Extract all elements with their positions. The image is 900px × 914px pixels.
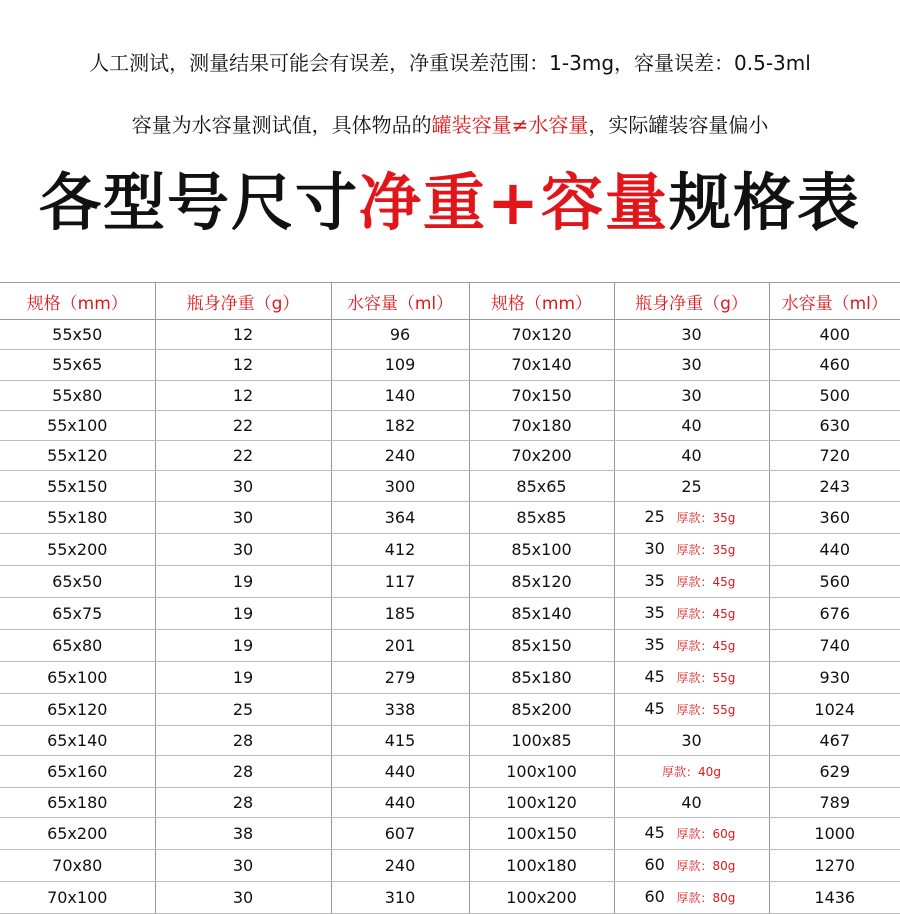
cell-weight-a: 19 <box>155 565 331 597</box>
cell-capacity-b: 400 <box>769 320 900 350</box>
cell-capacity-a: 440 <box>331 756 469 788</box>
cell-capacity-a: 440 <box>331 788 469 818</box>
cell-weight-a: 22 <box>155 441 331 471</box>
cell-spec-b: 85x200 <box>469 693 614 725</box>
table-row <box>0 693 900 725</box>
cell-capacity-a: 240 <box>331 441 469 471</box>
cell-capacity-b: 676 <box>769 597 900 629</box>
cell-spec-a: 65x50 <box>0 565 155 597</box>
weight-standard: 60 <box>644 855 665 875</box>
cell-weight-a: 30 <box>155 882 331 914</box>
cell-spec-b: 85x180 <box>469 661 614 693</box>
cell-capacity-b: 629 <box>769 756 900 788</box>
cell-spec-b: 85x150 <box>469 629 614 661</box>
table-row <box>0 533 900 565</box>
cell-spec-a: 55x150 <box>0 471 155 501</box>
cell-spec-b: 70x140 <box>469 350 614 380</box>
cell-spec-b: 70x120 <box>469 320 614 350</box>
weight-standard: 40 <box>681 446 702 466</box>
cell-capacity-b: 789 <box>769 788 900 818</box>
cell-weight-a: 30 <box>155 850 331 882</box>
cell-capacity-a: 240 <box>331 850 469 882</box>
cell-spec-b: 85x120 <box>469 565 614 597</box>
table-body <box>0 320 900 914</box>
weight-standard: 25 <box>681 476 702 496</box>
cell-spec-a: 55x180 <box>0 501 155 533</box>
weight-standard: 30 <box>681 385 702 405</box>
cell-spec-a: 65x140 <box>0 725 155 755</box>
cell-spec-a: 55x50 <box>0 320 155 350</box>
cell-spec-a: 65x200 <box>0 818 155 850</box>
header-capacity-b: 水容量（ml） <box>769 283 900 320</box>
spec-table <box>0 282 900 914</box>
cell-spec-b: 85x85 <box>469 501 614 533</box>
cell-capacity-b: 740 <box>769 629 900 661</box>
weight-thick-variant: 厚款：80g <box>676 859 736 874</box>
cell-spec-a: 55x65 <box>0 350 155 380</box>
cell-capacity-a: 415 <box>331 725 469 755</box>
header-weight-b: 瓶身净重（g） <box>614 283 769 320</box>
cell-capacity-b: 243 <box>769 471 900 501</box>
title-part1: 各型号尺寸 <box>39 166 360 239</box>
cell-spec-a: 65x120 <box>0 693 155 725</box>
weight-standard: 45 <box>644 666 665 686</box>
table-row <box>0 629 900 661</box>
title-highlight: 净重+容量 <box>359 166 669 239</box>
cell-spec-b: 100x120 <box>469 788 614 818</box>
header-weight-a: 瓶身净重（g） <box>155 283 331 320</box>
cell-capacity-a: 364 <box>331 501 469 533</box>
cell-weight-a: 12 <box>155 320 331 350</box>
cell-weight-b <box>614 350 769 380</box>
weight-standard: 30 <box>681 730 702 750</box>
cell-weight-a: 19 <box>155 661 331 693</box>
weight-thick-variant: 厚款：80g <box>676 891 736 906</box>
weight-thick-variant: 厚款：35g <box>676 542 736 557</box>
table-row <box>0 441 900 471</box>
table-row <box>0 661 900 693</box>
cell-capacity-a: 300 <box>331 471 469 501</box>
cell-capacity-b: 440 <box>769 533 900 565</box>
cell-capacity-b: 720 <box>769 441 900 471</box>
table-row <box>0 410 900 440</box>
cell-capacity-b: 467 <box>769 725 900 755</box>
cell-capacity-b: 630 <box>769 410 900 440</box>
cell-weight-b <box>614 501 769 533</box>
weight-standard: 30 <box>644 538 665 558</box>
cell-weight-a: 19 <box>155 629 331 661</box>
header-spec-a: 规格（mm） <box>0 283 155 320</box>
cell-weight-b <box>614 565 769 597</box>
cell-spec-a: 65x100 <box>0 661 155 693</box>
cell-capacity-a: 182 <box>331 410 469 440</box>
cell-weight-a: 19 <box>155 597 331 629</box>
cell-spec-a: 65x180 <box>0 788 155 818</box>
weight-thick-variant: 厚款：40g <box>662 765 721 780</box>
cell-weight-a: 30 <box>155 471 331 501</box>
cell-capacity-b: 360 <box>769 501 900 533</box>
cell-capacity-a: 310 <box>331 882 469 914</box>
weight-thick-variant: 厚款：45g <box>676 574 736 589</box>
cell-weight-a: 28 <box>155 725 331 755</box>
cell-capacity-b: 930 <box>769 661 900 693</box>
capacity-note-part3: ，实际罐装容量偏小 <box>588 113 769 137</box>
weight-thick-variant: 厚款：60g <box>676 827 736 842</box>
cell-capacity-a: 412 <box>331 533 469 565</box>
cell-spec-a: 55x200 <box>0 533 155 565</box>
cell-spec-a: 65x75 <box>0 597 155 629</box>
weight-standard: 45 <box>644 698 665 718</box>
cell-capacity-a: 96 <box>331 320 469 350</box>
cell-spec-a: 55x120 <box>0 441 155 471</box>
cell-spec-b: 70x200 <box>469 441 614 471</box>
cell-weight-a: 38 <box>155 818 331 850</box>
cell-weight-b <box>614 320 769 350</box>
cell-spec-a: 70x100 <box>0 882 155 914</box>
cell-spec-a: 55x100 <box>0 410 155 440</box>
page-title <box>0 163 900 243</box>
cell-spec-b: 100x150 <box>469 818 614 850</box>
cell-weight-b <box>614 533 769 565</box>
table-row <box>0 471 900 501</box>
measurement-error-note: 人工测试，测量结果可能会有误差，净重误差范围：1-3mg，容量误差：0.5-3ml <box>89 51 811 75</box>
cell-capacity-a: 140 <box>331 380 469 410</box>
table-row <box>0 501 900 533</box>
cell-spec-b: 85x100 <box>469 533 614 565</box>
table-row <box>0 818 900 850</box>
table-header-row <box>0 283 900 320</box>
header-spec-b: 规格（mm） <box>469 283 614 320</box>
table-row <box>0 350 900 380</box>
cell-weight-a: 28 <box>155 788 331 818</box>
cell-capacity-b: 460 <box>769 350 900 380</box>
cell-weight-b <box>614 471 769 501</box>
cell-capacity-a: 338 <box>331 693 469 725</box>
capacity-note-highlight: 罐装容量≠水容量 <box>431 113 589 137</box>
cell-capacity-a: 109 <box>331 350 469 380</box>
table-row <box>0 380 900 410</box>
weight-thick-variant: 厚款：45g <box>676 638 736 653</box>
cell-weight-a: 25 <box>155 693 331 725</box>
cell-spec-a: 65x80 <box>0 629 155 661</box>
header-capacity-a: 水容量（ml） <box>331 283 469 320</box>
cell-weight-b <box>614 661 769 693</box>
cell-capacity-a: 279 <box>331 661 469 693</box>
cell-weight-b <box>614 882 769 914</box>
weight-thick-variant: 厚款：45g <box>676 606 736 621</box>
cell-weight-a: 30 <box>155 501 331 533</box>
title-part3: 规格表 <box>668 166 861 239</box>
cell-weight-b <box>614 629 769 661</box>
weight-standard: 60 <box>644 887 665 907</box>
cell-weight-a: 28 <box>155 756 331 788</box>
cell-weight-b <box>614 597 769 629</box>
cell-capacity-a: 117 <box>331 565 469 597</box>
table-row <box>0 597 900 629</box>
cell-weight-b <box>614 850 769 882</box>
weight-standard: 35 <box>644 570 665 590</box>
cell-weight-a: 30 <box>155 533 331 565</box>
weight-thick-variant: 厚款：55g <box>676 702 736 717</box>
cell-capacity-b: 560 <box>769 565 900 597</box>
table-row <box>0 320 900 350</box>
cell-spec-a: 70x80 <box>0 850 155 882</box>
table-row <box>0 565 900 597</box>
cell-capacity-a: 607 <box>331 818 469 850</box>
cell-spec-b: 100x100 <box>469 756 614 788</box>
cell-weight-b <box>614 756 769 788</box>
cell-spec-b: 100x85 <box>469 725 614 755</box>
weight-standard: 25 <box>644 506 665 526</box>
cell-weight-b <box>614 380 769 410</box>
cell-spec-b: 85x65 <box>469 471 614 501</box>
cell-spec-b: 70x150 <box>469 380 614 410</box>
cell-spec-b: 85x140 <box>469 597 614 629</box>
table-row <box>0 725 900 755</box>
cell-spec-a: 55x80 <box>0 380 155 410</box>
cell-spec-b: 100x180 <box>469 850 614 882</box>
cell-capacity-b: 1024 <box>769 693 900 725</box>
cell-capacity-a: 201 <box>331 629 469 661</box>
cell-weight-b <box>614 788 769 818</box>
weight-standard: 35 <box>644 634 665 654</box>
cell-weight-b <box>614 693 769 725</box>
weight-standard: 30 <box>681 355 702 375</box>
weight-standard: 40 <box>681 416 702 436</box>
weight-standard: 45 <box>644 823 665 843</box>
cell-weight-a: 22 <box>155 410 331 440</box>
cell-weight-b <box>614 441 769 471</box>
weight-standard: 40 <box>681 793 702 813</box>
cell-weight-b <box>614 725 769 755</box>
table-row <box>0 788 900 818</box>
weight-thick-variant: 厚款：35g <box>676 510 736 525</box>
weight-standard: 35 <box>644 602 665 622</box>
cell-spec-b: 100x200 <box>469 882 614 914</box>
table-row <box>0 850 900 882</box>
table-row <box>0 882 900 914</box>
cell-spec-b: 70x180 <box>469 410 614 440</box>
cell-capacity-b: 1436 <box>769 882 900 914</box>
weight-standard: 30 <box>681 325 702 345</box>
weight-thick-variant: 厚款：55g <box>676 670 736 685</box>
cell-weight-b <box>614 410 769 440</box>
cell-capacity-a: 185 <box>331 597 469 629</box>
table-row <box>0 756 900 788</box>
cell-capacity-b: 500 <box>769 380 900 410</box>
capacity-note <box>0 111 900 139</box>
cell-weight-b <box>614 818 769 850</box>
cell-weight-a: 12 <box>155 380 331 410</box>
capacity-note-part1: 容量为水容量测试值，具体物品的 <box>131 113 432 137</box>
cell-weight-a: 12 <box>155 350 331 380</box>
cell-capacity-b: 1000 <box>769 818 900 850</box>
cell-spec-a: 65x160 <box>0 756 155 788</box>
cell-capacity-b: 1270 <box>769 850 900 882</box>
